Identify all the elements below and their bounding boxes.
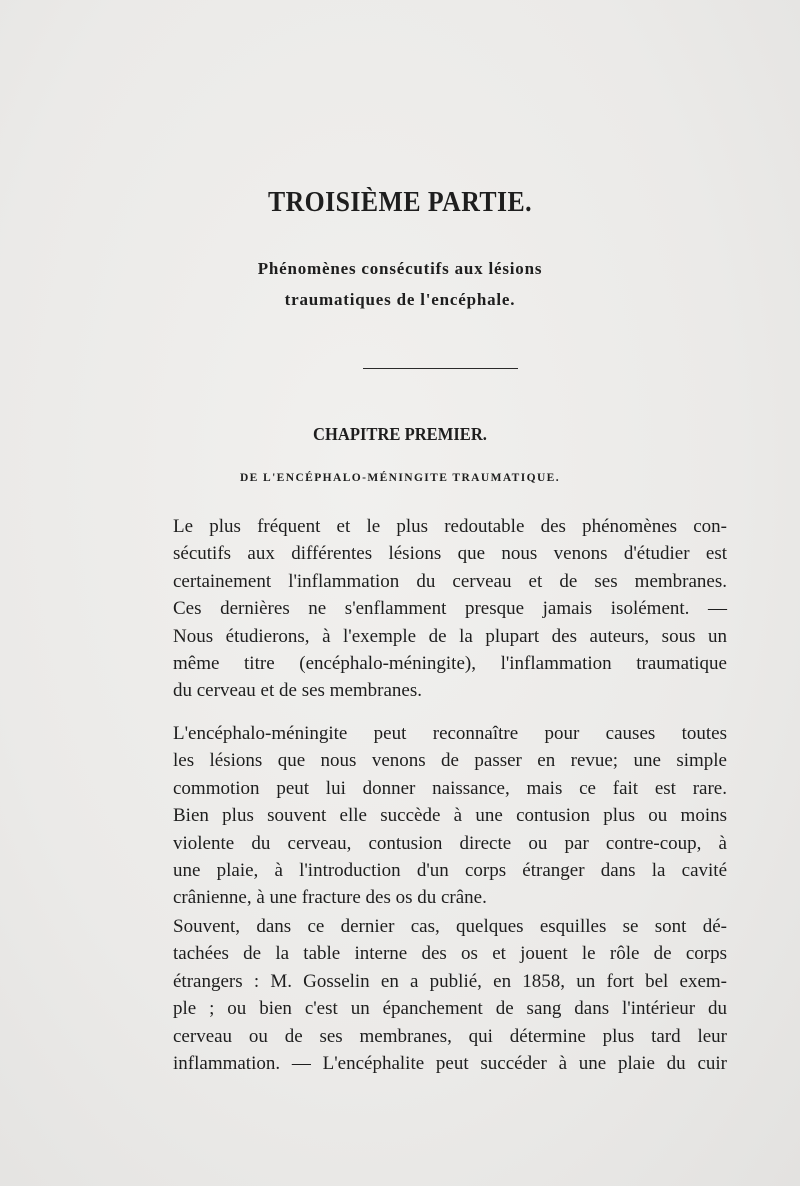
text-line: étrangers : M. Gosselin en a publié, en 1858, un fort bel exem- xyxy=(173,970,727,992)
paragraph-2 xyxy=(173,720,727,912)
text-line: inflammation. — L'encéphalite peut succéder à une plaie du cuir xyxy=(173,1053,727,1075)
text-line: une plaie, à l'introduction d'un corps étranger dans la cavité xyxy=(173,860,727,882)
text-line: commotion peut lui donner naissance, mais ce fait est rare. xyxy=(173,777,727,799)
text-line: même titre (encéphalo-méningite), l'inflammation traumatique xyxy=(173,653,727,675)
part-subtitle-line-1: Phénomènes consécutifs aux lésions xyxy=(257,259,543,278)
text-line: Nous étudierons, à l'exemple de la plupart des auteurs, sous un xyxy=(173,625,727,647)
text-line: crânienne, à une fracture des os du crâne. xyxy=(173,887,487,909)
text-line: tachées de la table interne des os et jouent le rôle de corps xyxy=(173,943,727,965)
text-line: Le plus fréquent et le plus redoutable des phénomènes con- xyxy=(173,516,727,537)
text-line: cerveau ou de ses membranes, qui détermine plus tard leur xyxy=(173,1025,727,1047)
part-subtitle-line-2: traumatiques de l'encéphale. xyxy=(284,290,516,309)
text-line: les lésions que nous venons de passer en revue; une simple xyxy=(173,750,727,772)
section-divider xyxy=(363,368,518,369)
text-line: violente du cerveau, contusion directe ou par contre-coup, à xyxy=(173,832,727,854)
text-line: Ces dernières ne s'enflamment presque jamais isolément. — xyxy=(173,598,727,620)
text-line: du cerveau et de ses membranes. xyxy=(173,680,423,702)
paragraph-3 xyxy=(173,913,727,1077)
text-line: Bien plus souvent elle succède à une contusion plus ou moins xyxy=(173,805,727,827)
text-line: L'encéphalo-méningite peut reconnaître pour causes toutes xyxy=(173,723,727,744)
text-line: sécutifs aux différentes lésions que nous venons d'étudier est xyxy=(173,543,727,565)
chapter-subtitle: DE L'ENCÉPHALO-MÉNINGITE TRAUMATIQUE. xyxy=(239,472,561,484)
chapter-title: CHAPITRE PREMIER. xyxy=(313,424,487,444)
text-line: ple ; ou bien c'est un épanchement de sang dans l'intérieur du xyxy=(173,998,727,1020)
text-line: Souvent, dans ce dernier cas, quelques esquilles se sont dé- xyxy=(173,916,727,937)
paragraph-1 xyxy=(173,513,727,705)
part-title: TROISIÈME PARTIE. xyxy=(267,187,533,218)
text-line: certainement l'inflammation du cerveau et de ses membranes. xyxy=(173,570,727,592)
